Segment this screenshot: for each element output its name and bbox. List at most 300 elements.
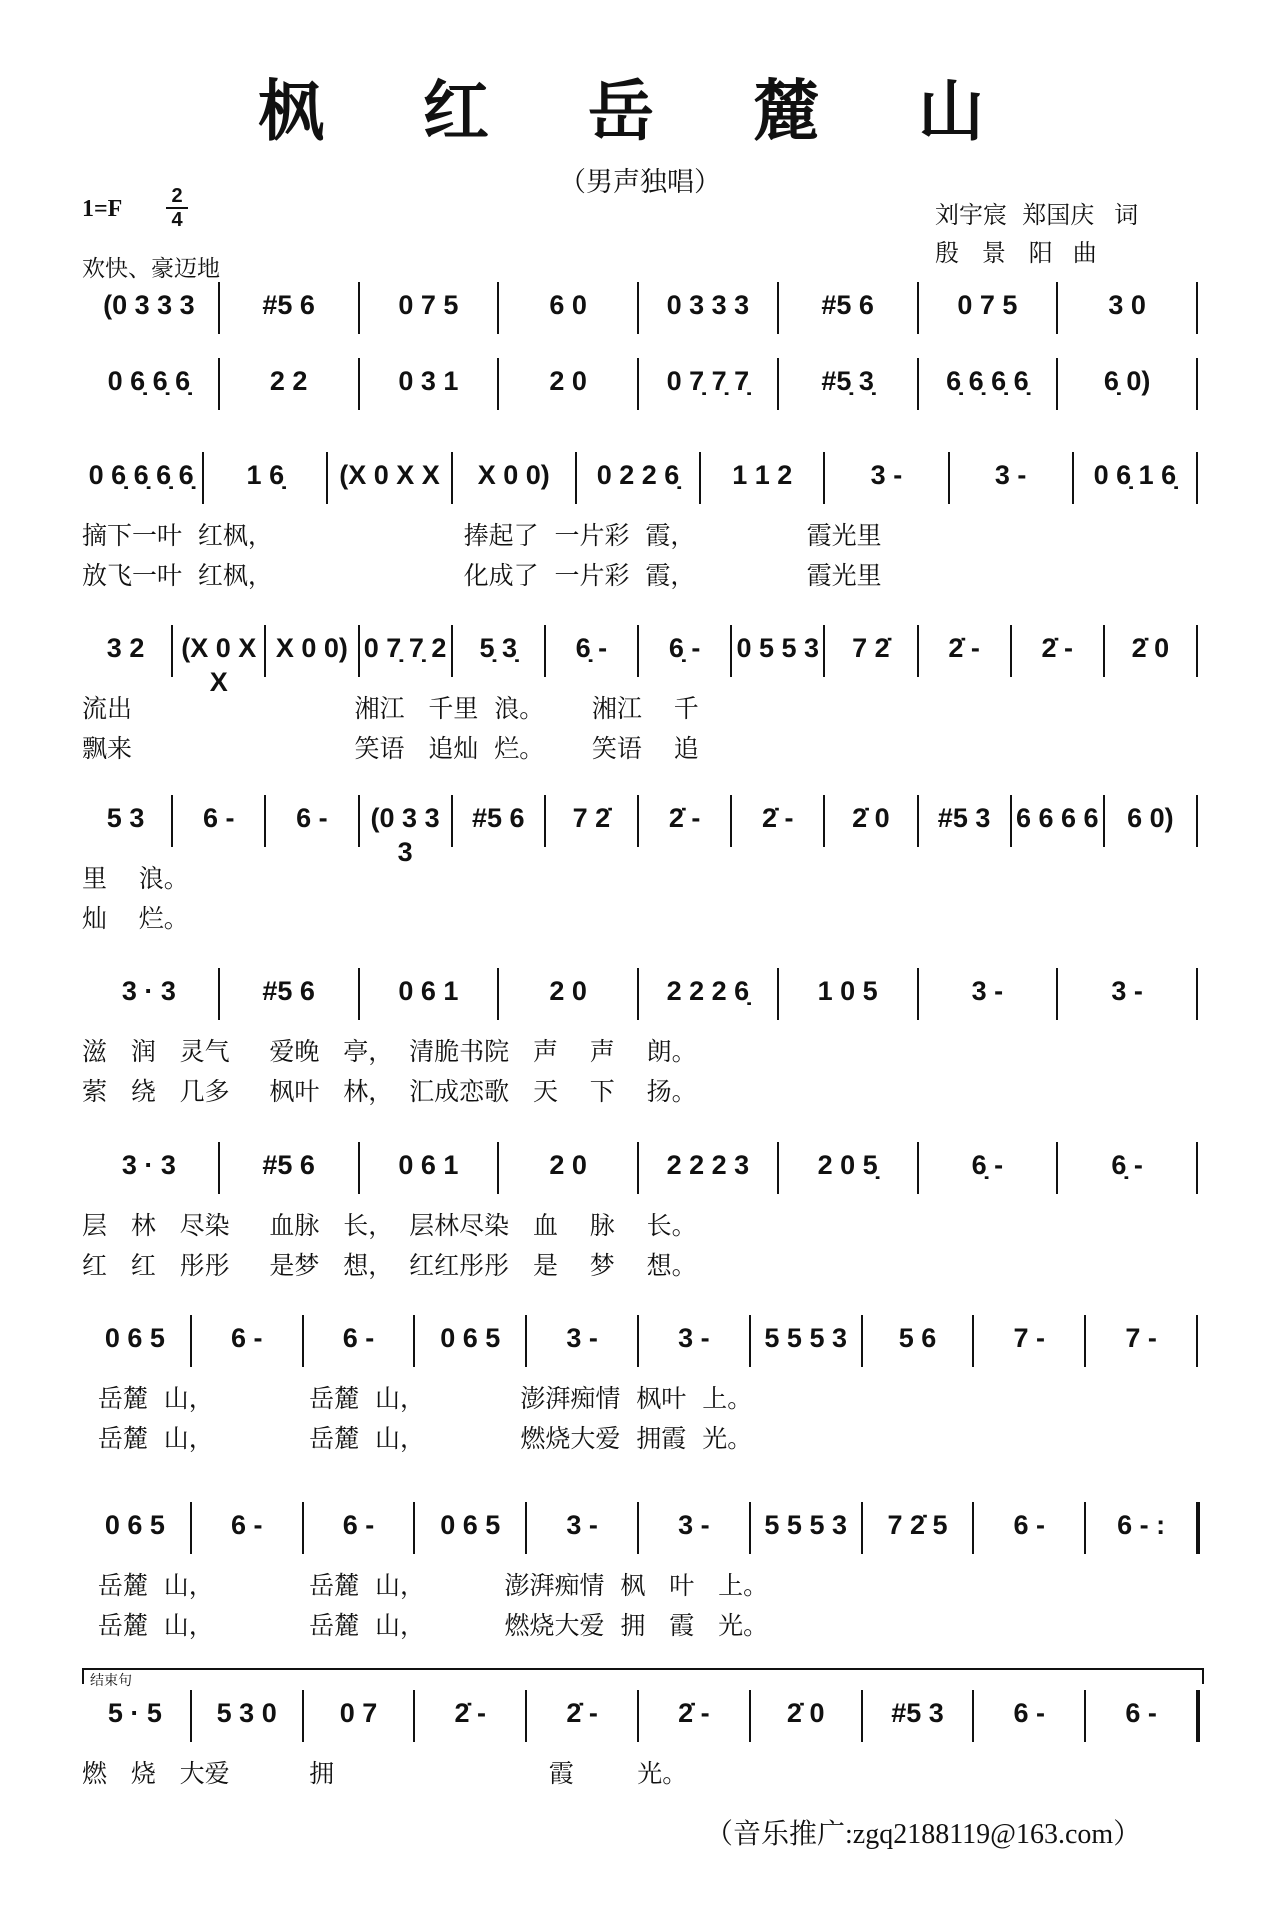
- bar-line: [1196, 452, 1198, 504]
- measure-notes: 3 -: [870, 460, 903, 490]
- measure: [362, 1148, 496, 1192]
- measure-notes: 6̣ -: [575, 633, 608, 663]
- bar-line: [575, 452, 577, 504]
- bar-line: [1196, 1315, 1198, 1367]
- measure-notes: 0 6 5: [440, 1510, 501, 1540]
- lyric-line-1: 层 林 尽染 血脉 长， 层林尽染 血 脉 长。: [82, 1211, 697, 1240]
- bar-line: [171, 795, 173, 847]
- measure: [1014, 631, 1101, 675]
- time-signature-bottom: 4: [171, 209, 183, 231]
- measure: [362, 974, 496, 1018]
- measure-notes: 2 2: [269, 366, 308, 396]
- measure-notes: 2̇ -: [566, 1698, 598, 1728]
- measure-notes: 3 · 3: [121, 1150, 176, 1180]
- measure-notes: 6 -: [230, 1510, 263, 1540]
- bar-line: [637, 282, 639, 334]
- composer-names: 殷 景 阳: [935, 239, 1053, 267]
- measure-notes: X 0 0): [275, 633, 348, 663]
- measure: [952, 458, 1070, 502]
- measure: [921, 1148, 1055, 1192]
- measure-notes: 0 6 1: [398, 976, 459, 1006]
- bar-line: [823, 795, 825, 847]
- bar-line: [637, 1502, 639, 1554]
- measure: [82, 364, 216, 408]
- bar-line: [497, 968, 499, 1020]
- measure: [641, 1696, 747, 1740]
- bar-line: [190, 1690, 192, 1742]
- measure-notes: 7 2̇: [852, 633, 890, 663]
- measure-notes: #5̣ 3̣: [821, 366, 874, 396]
- measure-notes: 7 -: [1125, 1323, 1157, 1353]
- measure: [865, 1508, 971, 1552]
- bar-line: [497, 282, 499, 334]
- bar-line: [1084, 1690, 1086, 1742]
- measure: [865, 1696, 971, 1740]
- measure: [175, 801, 262, 845]
- bar-line: [917, 1142, 919, 1194]
- song-subtitle: （男声独唱）: [559, 167, 721, 198]
- measure: [548, 631, 635, 675]
- measure-notes: 2̇ -: [668, 803, 701, 833]
- measure-notes: 0 7: [339, 1698, 378, 1728]
- measure: [1107, 631, 1194, 675]
- bar-line: [218, 282, 220, 334]
- measure: [82, 974, 216, 1018]
- measure-notes: 0 6 5: [104, 1323, 165, 1353]
- bar-line: [777, 968, 779, 1020]
- measure: [501, 288, 635, 332]
- measure-notes: 6̣ -: [1111, 1150, 1143, 1180]
- bar-line: [413, 1502, 415, 1554]
- bar-line: [1196, 282, 1198, 334]
- bar-line: [218, 968, 220, 1020]
- measure-notes: 7 2̇: [572, 803, 611, 833]
- measure-notes: 2 2 2 6̣: [666, 976, 750, 1006]
- measure-notes: 3 0: [1108, 290, 1146, 320]
- measure-notes: 0 6 1: [398, 1150, 459, 1180]
- bar-line: [1056, 282, 1058, 334]
- measure-notes: 0 3 1: [398, 366, 459, 396]
- measure: [1060, 974, 1194, 1018]
- measure: [641, 1321, 747, 1365]
- bar-line: [171, 625, 173, 677]
- bar-line: [917, 968, 919, 1020]
- measure-notes: 3 -: [678, 1510, 710, 1540]
- ending-label: 结束句: [90, 1672, 132, 1688]
- measure-notes: 6 0: [549, 290, 587, 320]
- bar-line: [358, 795, 360, 847]
- measure: [1060, 1148, 1194, 1192]
- measure-notes: 2̇ -: [1041, 633, 1073, 663]
- measure: [1060, 288, 1194, 332]
- measure-notes: 2̇ -: [761, 803, 794, 833]
- measure-notes: X 0 0): [477, 460, 550, 490]
- measure-notes: 0 6̣ 6̣ 6̣: [107, 366, 191, 396]
- lyricist-names: 刘宇宸 郑国庆: [935, 201, 1095, 229]
- measure-notes: 2̇ 0: [786, 1698, 825, 1728]
- measure-notes: 3 -: [566, 1323, 598, 1353]
- bar-line: [302, 1690, 304, 1742]
- measure: [827, 458, 945, 502]
- measure-notes: 1 0 5: [817, 976, 878, 1006]
- bar-line: [699, 452, 701, 504]
- measure: [781, 364, 915, 408]
- measure: [1060, 364, 1194, 408]
- measure: [417, 1696, 523, 1740]
- bar-line: [358, 625, 360, 677]
- lyric-line-2: 飘来 笑语 追灿 烂。 笑语 追: [82, 734, 699, 763]
- measure: [82, 1696, 188, 1740]
- lyric-line-1: 流出 湘江 千里 浪。 湘江 千: [82, 694, 699, 723]
- measure: [921, 974, 1055, 1018]
- measure-notes: #5 6: [471, 803, 525, 833]
- measure-notes: 6 -: [342, 1323, 375, 1353]
- bar-line: [1072, 452, 1074, 504]
- measure-notes: 2̇ -: [948, 633, 980, 663]
- measure: [362, 288, 496, 332]
- measure: [921, 364, 1055, 408]
- bar-line: [861, 1315, 863, 1367]
- bar-line: [544, 625, 546, 677]
- measure: [194, 1696, 300, 1740]
- measure-notes: #5 6: [262, 976, 315, 1006]
- bar-line: [637, 1690, 639, 1742]
- bar-line: [1196, 1142, 1198, 1194]
- measure: [455, 801, 542, 845]
- time-signature: [166, 186, 188, 230]
- lyric-line-2: 放飞一叶 红枫， 化成了 一片彩 霞， 霞光里: [82, 561, 882, 590]
- lyric-line-1: 滋 润 灵气 爱晚 亭， 清脆书院 声 声 朗。: [82, 1037, 697, 1066]
- measure-notes: #5 6: [262, 290, 315, 320]
- bar-line: [637, 625, 639, 677]
- measure-notes: 2̇ 0: [852, 803, 890, 833]
- bar-line: [730, 625, 732, 677]
- bar-line: [358, 282, 360, 334]
- measure-notes: 0 6̣ 1 6̣: [1093, 460, 1177, 490]
- measure: [362, 631, 449, 675]
- bar-line: [637, 1315, 639, 1367]
- measure: [417, 1508, 523, 1552]
- promo-footer: （音乐推广:zgq2188119@163.com）: [705, 1819, 1142, 1850]
- measure-notes: 6 -: [1013, 1698, 1046, 1728]
- measure-notes: 3 -: [678, 1323, 710, 1353]
- bar-line: [1056, 1142, 1058, 1194]
- bar-line: [497, 358, 499, 410]
- measure: [306, 1508, 412, 1552]
- measure-notes: (0 3 3 3: [370, 803, 440, 867]
- bar-line: [1103, 795, 1105, 847]
- measure-notes: 6 -: [296, 803, 328, 833]
- song-title: 枫 红 岳 麓 山: [258, 73, 1022, 150]
- bar-line: [451, 452, 453, 504]
- measure-notes: 2̇ -: [454, 1698, 487, 1728]
- measure: [501, 364, 635, 408]
- bar-line: [1103, 625, 1105, 677]
- measure: [781, 288, 915, 332]
- measure: [641, 631, 728, 675]
- composer-credit: [935, 234, 1138, 272]
- lyric-line-2: 岳麓 山， 岳麓 山， 燃烧大爱 拥 霞 光。: [82, 1611, 769, 1640]
- bar-line: [218, 358, 220, 410]
- measure-notes: 2 2 2 3: [666, 1150, 750, 1180]
- measure-notes: #5 3: [891, 1698, 944, 1728]
- measure-notes: 2 0: [549, 366, 587, 396]
- measure: [362, 801, 449, 867]
- measure-notes: 3 · 3: [121, 976, 176, 1006]
- lyric-line-1: 岳麓 山， 岳麓 山， 澎湃痴情 枫 叶 上。: [82, 1571, 769, 1600]
- bar-line: [358, 968, 360, 1020]
- bar-line: [1056, 358, 1058, 410]
- measure-notes: 5 3 0: [216, 1698, 277, 1728]
- measure: [641, 288, 775, 332]
- measure: [781, 974, 915, 1018]
- measure: [548, 801, 635, 845]
- bar-line: [730, 795, 732, 847]
- measure: [222, 1148, 356, 1192]
- measure: [206, 458, 324, 502]
- measure: [362, 364, 496, 408]
- measure: [82, 1508, 188, 1552]
- measure-notes: 0 5 5 3: [736, 633, 820, 663]
- bar-line: [823, 625, 825, 677]
- lyricist-role: 词: [1114, 201, 1139, 229]
- bar-line: [1196, 1502, 1200, 1554]
- measure: [455, 631, 542, 675]
- measure: [455, 458, 573, 502]
- measure-notes: 3 2: [106, 633, 145, 663]
- measure: [306, 1321, 412, 1365]
- measure-notes: #5 6: [821, 290, 874, 320]
- bar-line: [451, 625, 453, 677]
- bar-line: [302, 1502, 304, 1554]
- measure-notes: 3 -: [1111, 976, 1143, 1006]
- measure: [781, 1148, 915, 1192]
- bar-line: [1010, 625, 1012, 677]
- measure: [268, 801, 355, 845]
- measure-notes: 0 6 5: [440, 1323, 501, 1353]
- measure: [753, 1321, 859, 1365]
- bar-line: [1084, 1315, 1086, 1367]
- measure: [175, 631, 262, 697]
- bar-line: [861, 1690, 863, 1742]
- bar-line: [749, 1315, 751, 1367]
- bar-line: [777, 1142, 779, 1194]
- bar-line: [1056, 968, 1058, 1020]
- measure-notes: 6 6 6 6: [1015, 803, 1099, 833]
- measure: [1088, 1321, 1194, 1365]
- bar-line: [637, 1142, 639, 1194]
- measure: [641, 1148, 775, 1192]
- measure: [222, 288, 356, 332]
- measure: [753, 1508, 859, 1552]
- measure: [1076, 458, 1194, 502]
- measure: [82, 458, 200, 502]
- measure-notes: 6 -: [1125, 1698, 1157, 1728]
- measure: [417, 1321, 523, 1365]
- measure: [222, 974, 356, 1018]
- bar-line: [917, 795, 919, 847]
- measure-notes: 7 -: [1013, 1323, 1046, 1353]
- measure: [529, 1508, 635, 1552]
- bar-line: [218, 1142, 220, 1194]
- measure-notes: 5̣ 3̣: [479, 633, 517, 663]
- bar-line: [413, 1690, 415, 1742]
- measure-notes: 3 -: [566, 1510, 598, 1540]
- measure: [501, 1148, 635, 1192]
- bar-line: [302, 1315, 304, 1367]
- measure: [734, 801, 821, 845]
- lyric-line-1: 燃 烧 大爱 拥 霞 光。: [82, 1759, 688, 1788]
- measure-notes: 6̣ 0): [1103, 366, 1151, 396]
- bar-line: [264, 795, 266, 847]
- measure: [330, 458, 448, 502]
- bar-line: [948, 452, 950, 504]
- measure-notes: 2̇ -: [678, 1698, 710, 1728]
- measure-notes: 6̣ -: [971, 1150, 1004, 1180]
- lyric-line-2: 红 红 彤彤 是梦 想， 红红彤彤 是 梦 想。: [82, 1251, 697, 1280]
- measure: [865, 1321, 971, 1365]
- bar-line: [1196, 358, 1198, 410]
- bar-line: [637, 358, 639, 410]
- bar-line: [202, 452, 204, 504]
- measure: [82, 1321, 188, 1365]
- measure: [641, 974, 775, 1018]
- bar-line: [777, 282, 779, 334]
- bar-line: [190, 1315, 192, 1367]
- time-signature-top: 2: [171, 185, 183, 207]
- bar-line: [917, 625, 919, 677]
- bar-line: [358, 358, 360, 410]
- measure: [1107, 801, 1194, 845]
- bar-line: [1196, 968, 1198, 1020]
- bar-line: [525, 1690, 527, 1742]
- bar-line: [525, 1315, 527, 1367]
- bar-line: [497, 1142, 499, 1194]
- measure-notes: 6̣ -: [668, 633, 701, 663]
- measure-notes: 1 1 2: [732, 460, 793, 490]
- bar-line: [1196, 795, 1198, 847]
- bar-line: [823, 452, 825, 504]
- measure-notes: #5 3: [937, 803, 991, 833]
- bar-line: [972, 1502, 974, 1554]
- measure-notes: (X 0 X X: [181, 633, 257, 697]
- bar-line: [917, 358, 919, 410]
- measure: [753, 1696, 859, 1740]
- measure: [82, 801, 169, 845]
- measure: [1088, 1696, 1194, 1740]
- composer-role: 曲: [1072, 239, 1097, 267]
- measure-notes: 6 - :: [1117, 1510, 1166, 1540]
- bar-line: [1196, 625, 1198, 677]
- measure: [82, 1148, 216, 1192]
- measure-notes: 3 -: [994, 460, 1027, 490]
- measure-notes: 0 6 5: [104, 1510, 165, 1540]
- measure-notes: 0 7̣ 7̣ 2: [363, 633, 447, 663]
- measure: [268, 631, 355, 675]
- bar-line: [637, 795, 639, 847]
- measure-notes: 6̣ 6̣ 6̣ 6̣: [946, 366, 1029, 396]
- measure-notes: #5 6: [262, 1150, 315, 1180]
- measure-notes: 5 3: [106, 803, 145, 833]
- measure-notes: 5 5 5 3: [764, 1323, 847, 1353]
- measure: [641, 801, 728, 845]
- measure: [82, 288, 216, 332]
- lyric-line-1: 摘下一叶 红枫， 捧起了 一片彩 霞， 霞光里: [82, 521, 882, 550]
- bar-line: [749, 1502, 751, 1554]
- bar-line: [264, 625, 266, 677]
- measure-notes: 1 6̣: [246, 460, 285, 490]
- measure: [976, 1508, 1082, 1552]
- measure: [921, 631, 1008, 675]
- bar-line: [637, 968, 639, 1020]
- measure-notes: 3 -: [971, 976, 1004, 1006]
- lyric-line-1: 里 浪。: [82, 864, 189, 893]
- measure: [194, 1321, 300, 1365]
- measure-notes: 6 -: [342, 1510, 375, 1540]
- bar-line: [358, 1142, 360, 1194]
- tempo-marking: 欢快、豪迈地: [82, 256, 220, 282]
- bar-line: [917, 282, 919, 334]
- measure-notes: 2 0 5̣: [817, 1150, 878, 1180]
- measure-notes: 2 0: [549, 976, 587, 1006]
- measure-notes: 5 · 5: [107, 1698, 162, 1728]
- key-signature: 1=F: [82, 196, 123, 222]
- measure: [921, 288, 1055, 332]
- measure-notes: 2 0: [549, 1150, 587, 1180]
- bar-line: [777, 358, 779, 410]
- bar-line: [525, 1502, 527, 1554]
- measure-notes: 6 -: [230, 1323, 263, 1353]
- lyric-line-2: 灿 烂。: [82, 904, 189, 933]
- measure: [641, 1508, 747, 1552]
- measure-notes: (X 0 X X: [339, 460, 440, 490]
- measure: [194, 1508, 300, 1552]
- measure-notes: 5 5 5 3: [764, 1510, 847, 1540]
- measure: [1014, 801, 1101, 845]
- measure: [734, 631, 821, 675]
- measure-notes: 0 7 5: [398, 290, 459, 320]
- lyricist-credit: [935, 196, 1138, 234]
- measure-notes: 0 3 3 3: [666, 290, 750, 320]
- measure-notes: 0 7̣ 7̣ 7̣: [666, 366, 750, 396]
- ending-bracket: [82, 1668, 1204, 1684]
- bar-line: [544, 795, 546, 847]
- bar-line: [326, 452, 328, 504]
- measure-notes: 6 -: [202, 803, 235, 833]
- measure: [976, 1321, 1082, 1365]
- bar-line: [972, 1690, 974, 1742]
- bar-line: [1010, 795, 1012, 847]
- measure: [1088, 1508, 1194, 1552]
- lyric-line-2: 萦 绕 几多 枫叶 林， 汇成恋歌 天 下 扬。: [82, 1077, 697, 1106]
- measure: [82, 631, 169, 675]
- bar-line: [413, 1315, 415, 1367]
- measure: [641, 364, 775, 408]
- measure-notes: 6 -: [1013, 1510, 1046, 1540]
- measure: [222, 364, 356, 408]
- measure: [529, 1696, 635, 1740]
- bar-line: [1196, 1690, 1200, 1742]
- measure-notes: 6 0): [1127, 803, 1174, 833]
- bar-line: [972, 1315, 974, 1367]
- measure-notes: 0 7 5: [957, 290, 1018, 320]
- measure: [501, 974, 635, 1018]
- bar-line: [749, 1690, 751, 1742]
- credits: [935, 196, 1138, 272]
- measure: [827, 631, 914, 675]
- bar-line: [1084, 1502, 1086, 1554]
- measure: [921, 801, 1008, 845]
